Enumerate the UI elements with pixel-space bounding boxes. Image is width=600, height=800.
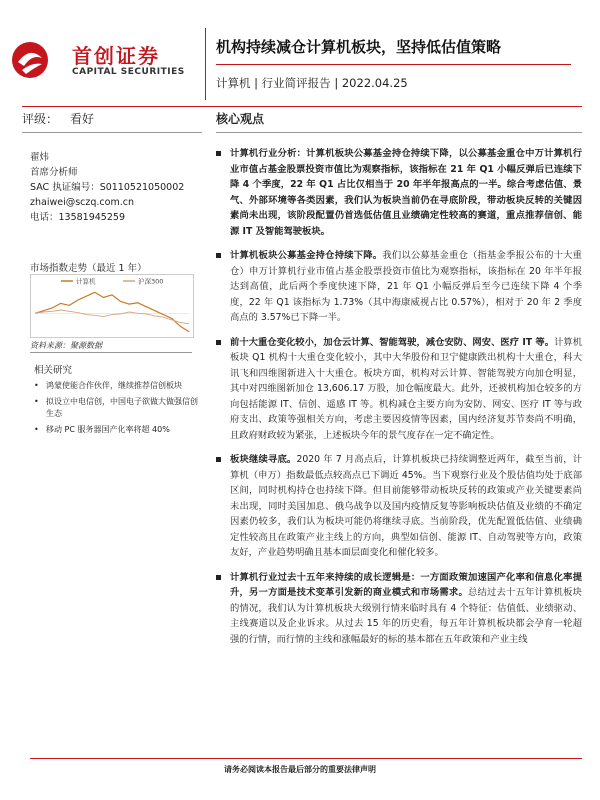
analyst-info bbox=[30, 150, 184, 225]
market-index-chart bbox=[30, 274, 194, 338]
rating-label: 评级： bbox=[22, 112, 59, 126]
p2-text: 我们以公募基金重仓（指基金季报公布的十大重仓）申万计算机行业市值占基金股票投资市值比为观察指标，该指标在 20 年半年报达到高值，此后两个季度快速下降，21 年 Q1 小幅反弹后至今已连续下降 4 个季度，22 年 Q1 该指标为 1.73%（其中海康威视占比 0.57%），相对于 20 年 2 季度高点的 3.57%已下降一半。 bbox=[230, 250, 582, 323]
series-line-1 bbox=[35, 310, 189, 324]
series-line-0 bbox=[35, 292, 189, 331]
report-title: 机构持续减仓计算机板块，坚持低估值策略 bbox=[216, 38, 502, 56]
p5-text: 总结过去十五年计算机板块的情况，我们认为计算机板块大级别行情来临时具有 4 个特征：估值低、业绩驱动、主线赛道以及企业诉求。从过去 15 年的历史看，每五年计算机板块都会孕育一轮超强的行情，而行情的主线和涨幅最好的标的基本都在五年政策和产业主线 bbox=[230, 587, 582, 645]
p3-lead: 前十大重仓变化较小，加仓云计算、智能驾驶，减仓安防、网安、医疗 IT 等。 bbox=[230, 336, 555, 348]
paragraph-industry-analysis bbox=[216, 146, 582, 239]
paragraph-growth-logic bbox=[216, 570, 582, 648]
paragraph-top-holdings bbox=[216, 335, 582, 444]
analyst-name: 翟炜 bbox=[30, 152, 50, 163]
right-rule bbox=[216, 132, 582, 133]
chart-source: 资料来源：聚源数据 bbox=[30, 341, 102, 350]
p4-text: 2020 年 7 月高点后，计算机板块已持续调整近两年，截至当前，计算机（申万）指数最低点较高点已下调近 45%。当下观察行业及个股估值均处于底部区间，同时机构持仓也持续下降。但目前能够带动板块反转的政策或产业关键要素尚未出现，同时美国加息、俄乌战争以及国内疫情反复等影响板块估值及业绩的不确定因素仍较多，我们认为板块可能仍将继续寻底。当前阶段，优先配置低估值、业绩确定性较高且在政策产业主线上的方向，典型如信创、能源 IT、自动驾驶等方向，政策友好，产业趋势明确且基本面层面变化和催化较多。 bbox=[230, 454, 582, 558]
related-research-list bbox=[34, 380, 204, 440]
header-divider bbox=[205, 28, 206, 100]
legend-label-0: 计算机 bbox=[76, 277, 96, 286]
core-views-body bbox=[216, 146, 582, 656]
logo-english-name: CAPITAL SECURITIES bbox=[72, 67, 185, 77]
company-logo bbox=[14, 40, 194, 84]
header-rule bbox=[22, 106, 582, 107]
paragraph-bottoming bbox=[216, 452, 582, 561]
legend-label-1: 沪深300 bbox=[138, 277, 164, 286]
chart-rule bbox=[30, 352, 192, 353]
p3-text: 计算机板块 Q1 机构十大重仓变化较小，其中大华股份和卫宁健康跌出机构十大重仓，科大讯飞和四维图新进入十大重仓。板块方面，机构对云计算、智能驾驶方向加仓明显，其中对四维图新加仓 13,606.17 万股，加仓幅度最大。此外，还被机构加仓较多的方向包括能源 IT、信创、遥感 IT 等。机构减仓主要方向为安防、网安、医疗 IT 等与政府支出、政策等强相关方向，考虑主要因疫情等因素，国内经济复苏节奏尚不明确，且政府财政较为紧张，上述板块今年的景气度存在一定不确定性。 bbox=[230, 336, 582, 441]
analyst-phone: 电话：13581945259 bbox=[30, 212, 125, 223]
related-item[interactable]: • 移动 PC 服务器国产化率将超 40% bbox=[34, 424, 204, 436]
legal-footer: 请务必阅读本报告最后部分的重要法律声明 bbox=[224, 765, 376, 774]
related-item[interactable]: • 鸿蒙使能合作伙伴，继续推荐信创板块 bbox=[34, 380, 204, 392]
related-item[interactable]: • 拟设立中电信创，中国电子欲做大做强信创生态 bbox=[34, 396, 204, 420]
capital-securities-logo-icon bbox=[10, 40, 50, 80]
analyst-email[interactable]: zhaiwei@sczq.com.cn bbox=[30, 197, 134, 208]
related-research-heading: 相关研究 bbox=[34, 365, 73, 376]
paragraph-fund-holdings bbox=[216, 248, 582, 326]
chart-title: 市场指数走势（最近 1 年） bbox=[30, 263, 147, 274]
report-subtitle: 计算机 | 行业简评报告 | 2022.04.25 bbox=[216, 76, 408, 90]
title-underline bbox=[216, 64, 571, 65]
p1-text: 计算机行业分析：计算机板块公募基金持仓持续下降，以公募基金重仓中万计算机行业市值占基金股票投资市值比为观察指标，该指标在 21 年 Q1 小幅反弹后已连续下降 4 个季度，22 年 Q1 占比仅相当于 20 年半年报高点的一半。综合考虑估值、景气、外部环境等各类因素，我们认为板块当前仍在寻底阶段，带动板块反转的关键因素尚未出现，该阶段配置仍首选低估值且业绩确定性较高的赛道，重点推荐信创、能源 IT 及智能驾驶板块。 bbox=[230, 148, 582, 237]
market-index-chart-svg bbox=[31, 275, 193, 337]
rating-value: 看好 bbox=[70, 112, 95, 126]
p5-lead: 计算机行业过去十五年来持续的成长逻辑是：一方面政策加速国产化率和信息化率提升，另一方面是技术变革引发新的商业模式和市场需求。 bbox=[230, 571, 582, 598]
core-views-heading: 核心观点 bbox=[216, 112, 265, 126]
analyst-role: 首席分析师 bbox=[30, 167, 78, 178]
logo-chinese-name: 首创证券 bbox=[72, 44, 160, 68]
left-rule bbox=[22, 132, 202, 133]
analyst-sac: SAC 执证编号：S0110521050002 bbox=[30, 182, 185, 193]
p4-lead: 板块继续寻底。 bbox=[230, 454, 297, 465]
footer-rule bbox=[30, 758, 582, 759]
rating bbox=[22, 110, 106, 127]
p2-lead: 计算机板块公募基金持仓持续下降。 bbox=[230, 250, 383, 261]
